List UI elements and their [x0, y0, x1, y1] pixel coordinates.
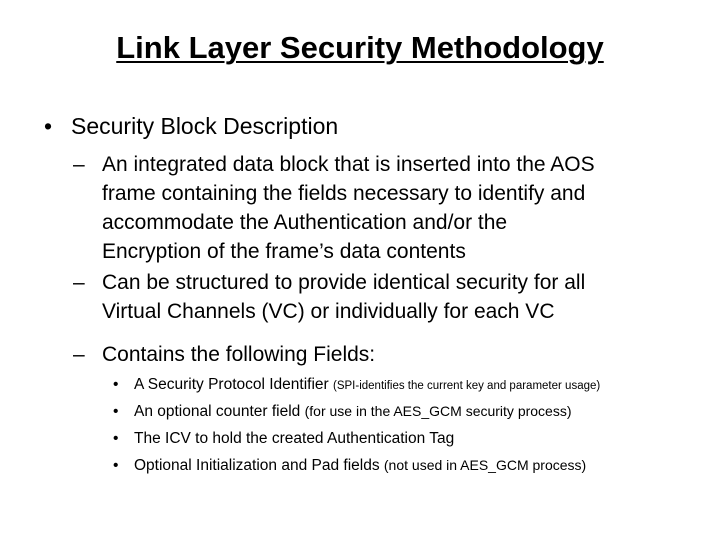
sub-point-description — [73, 150, 693, 266]
fields-list — [113, 371, 600, 479]
level1-bullet — [44, 113, 338, 140]
sub-point-text — [73, 150, 693, 266]
field-text: The ICV to hold the created Authentication Tag — [134, 430, 455, 447]
list-item — [113, 425, 600, 452]
text-line: An integrated data block that is inserted into the AOS — [102, 153, 595, 176]
sub-point-structure — [73, 268, 693, 326]
dash-icon: – — [73, 153, 85, 176]
sub-point-fields — [73, 340, 693, 369]
field-text: An optional counter field — [134, 403, 305, 420]
text-line: Virtual Channels (VC) or individually for each VC — [102, 300, 555, 323]
text-line: frame containing the fields necessary to identify and — [102, 182, 586, 205]
sub-point-text — [73, 268, 693, 326]
dash-icon: – — [73, 343, 85, 366]
bullet-icon: • — [113, 457, 119, 474]
field-note: (for use in the AES_GCM security process) — [304, 403, 572, 419]
text-line: Encryption of the frame’s data contents — [102, 240, 466, 263]
field-note: (SPI-identifies the current key and parameter usage) — [333, 380, 601, 392]
list-item — [113, 371, 600, 398]
dash-icon: – — [73, 271, 85, 294]
list-item — [113, 398, 600, 425]
list-item — [113, 452, 600, 479]
bullet-icon: • — [113, 403, 119, 420]
bullet-icon: • — [113, 376, 119, 393]
field-text: Optional Initialization and Pad fields — [134, 457, 384, 474]
bullet-icon: • — [44, 113, 53, 139]
text-line: accommodate the Authentication and/or the — [102, 211, 508, 234]
sub-point-text — [73, 340, 693, 369]
text-line: Can be structured to provide identical security for all — [102, 271, 586, 294]
field-text: A Security Protocol Identifier — [134, 376, 334, 393]
level1-text: Security Block Description — [71, 113, 339, 139]
bullet-icon: • — [113, 430, 119, 447]
field-note: (not used in AES_GCM process) — [383, 457, 587, 473]
slide-title: Link Layer Security Methodology — [116, 30, 604, 65]
text-line: Contains the following Fields: — [102, 343, 376, 366]
